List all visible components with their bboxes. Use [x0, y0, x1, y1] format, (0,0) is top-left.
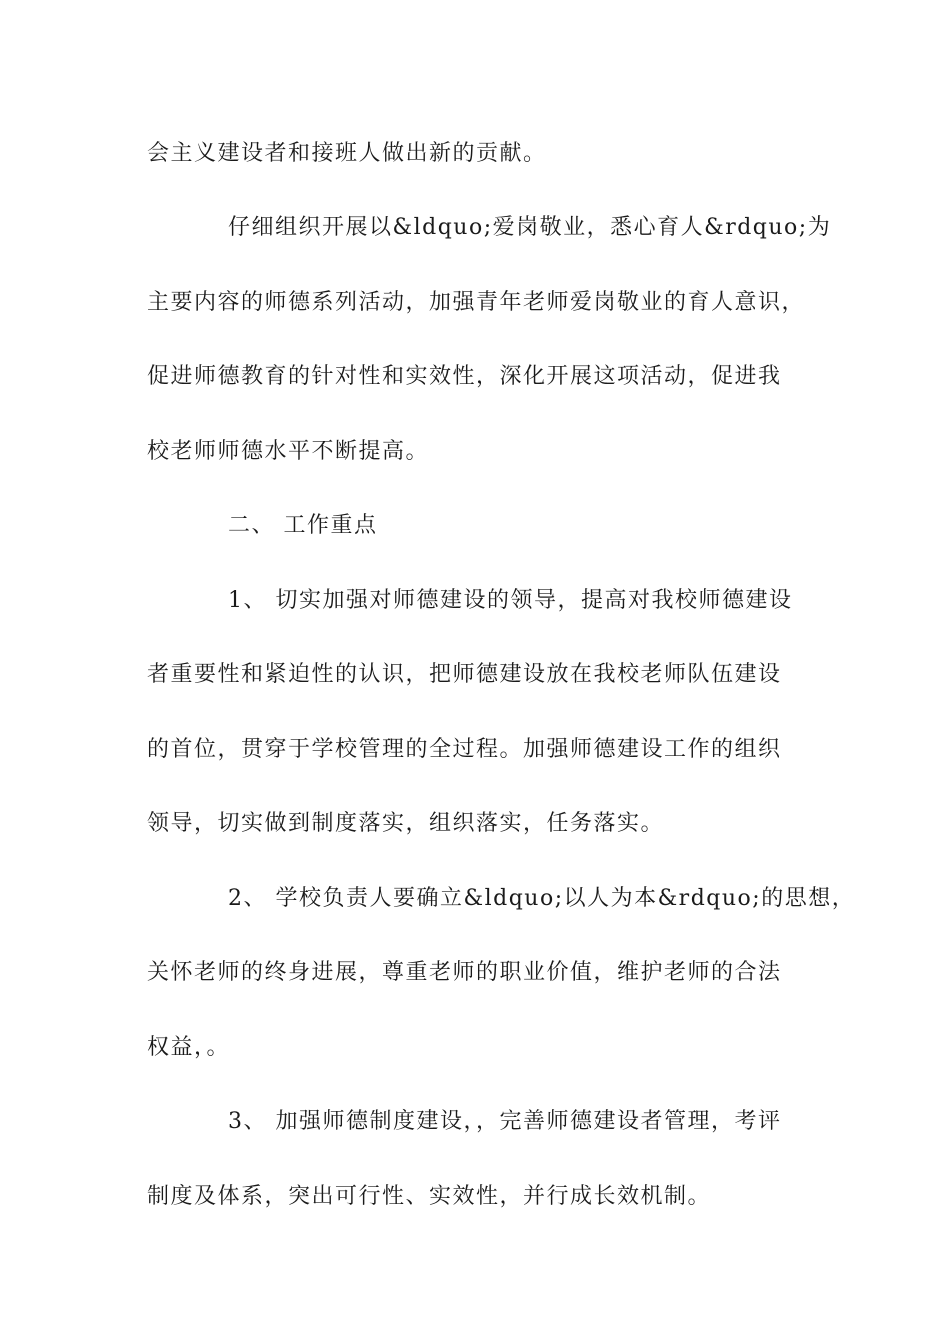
item-3-line-2: 制度及体系，突出可行性、实效性，并行成长效机制。	[147, 1184, 712, 1209]
item-1-line-1: 1、 切实加强对师德建设的领导，提高对我校师德建设	[228, 588, 793, 613]
section-heading: 二、 工作重点	[228, 513, 378, 538]
paragraph-1-line-1: 仔细组织开展以&ldquo;爱岗敬业，悉心育人&rdquo;为	[228, 215, 832, 240]
item-2-line-2: 关怀老师的终身进展，尊重老师的职业价值，维护老师的合法	[147, 960, 782, 985]
paragraph-1-line-4: 校老师师德水平不断提高。	[147, 439, 430, 464]
paragraph-1-line-2: 主要内容的师德系列活动，加强青年老师爱岗敬业的育人意识，	[147, 290, 806, 315]
item-1-line-4: 领导，切实做到制度落实，组织落实，任务落实。	[147, 811, 665, 836]
item-1-line-3: 的首位，贯穿于学校管理的全过程。加强师德建设工作的组织	[147, 737, 782, 762]
paragraph-1-line-3: 促进师德教育的针对性和实效性，深化开展这项活动，促进我	[147, 364, 782, 389]
item-2-line-1: 2、 学校负责人要确立&ldquo;以人为本&rdquo;的思想，	[228, 886, 856, 911]
item-2-line-3: 权益，。	[147, 1035, 231, 1060]
item-3-line-1: 3、 加强师德制度建设，，完善师德建设者管理，考评	[228, 1109, 782, 1134]
item-1-line-2: 者重要性和紧迫性的认识，把师德建设放在我校老师队伍建设	[147, 662, 782, 687]
text-line-1: 会主义建设者和接班人做出新的贡献。	[147, 141, 547, 166]
